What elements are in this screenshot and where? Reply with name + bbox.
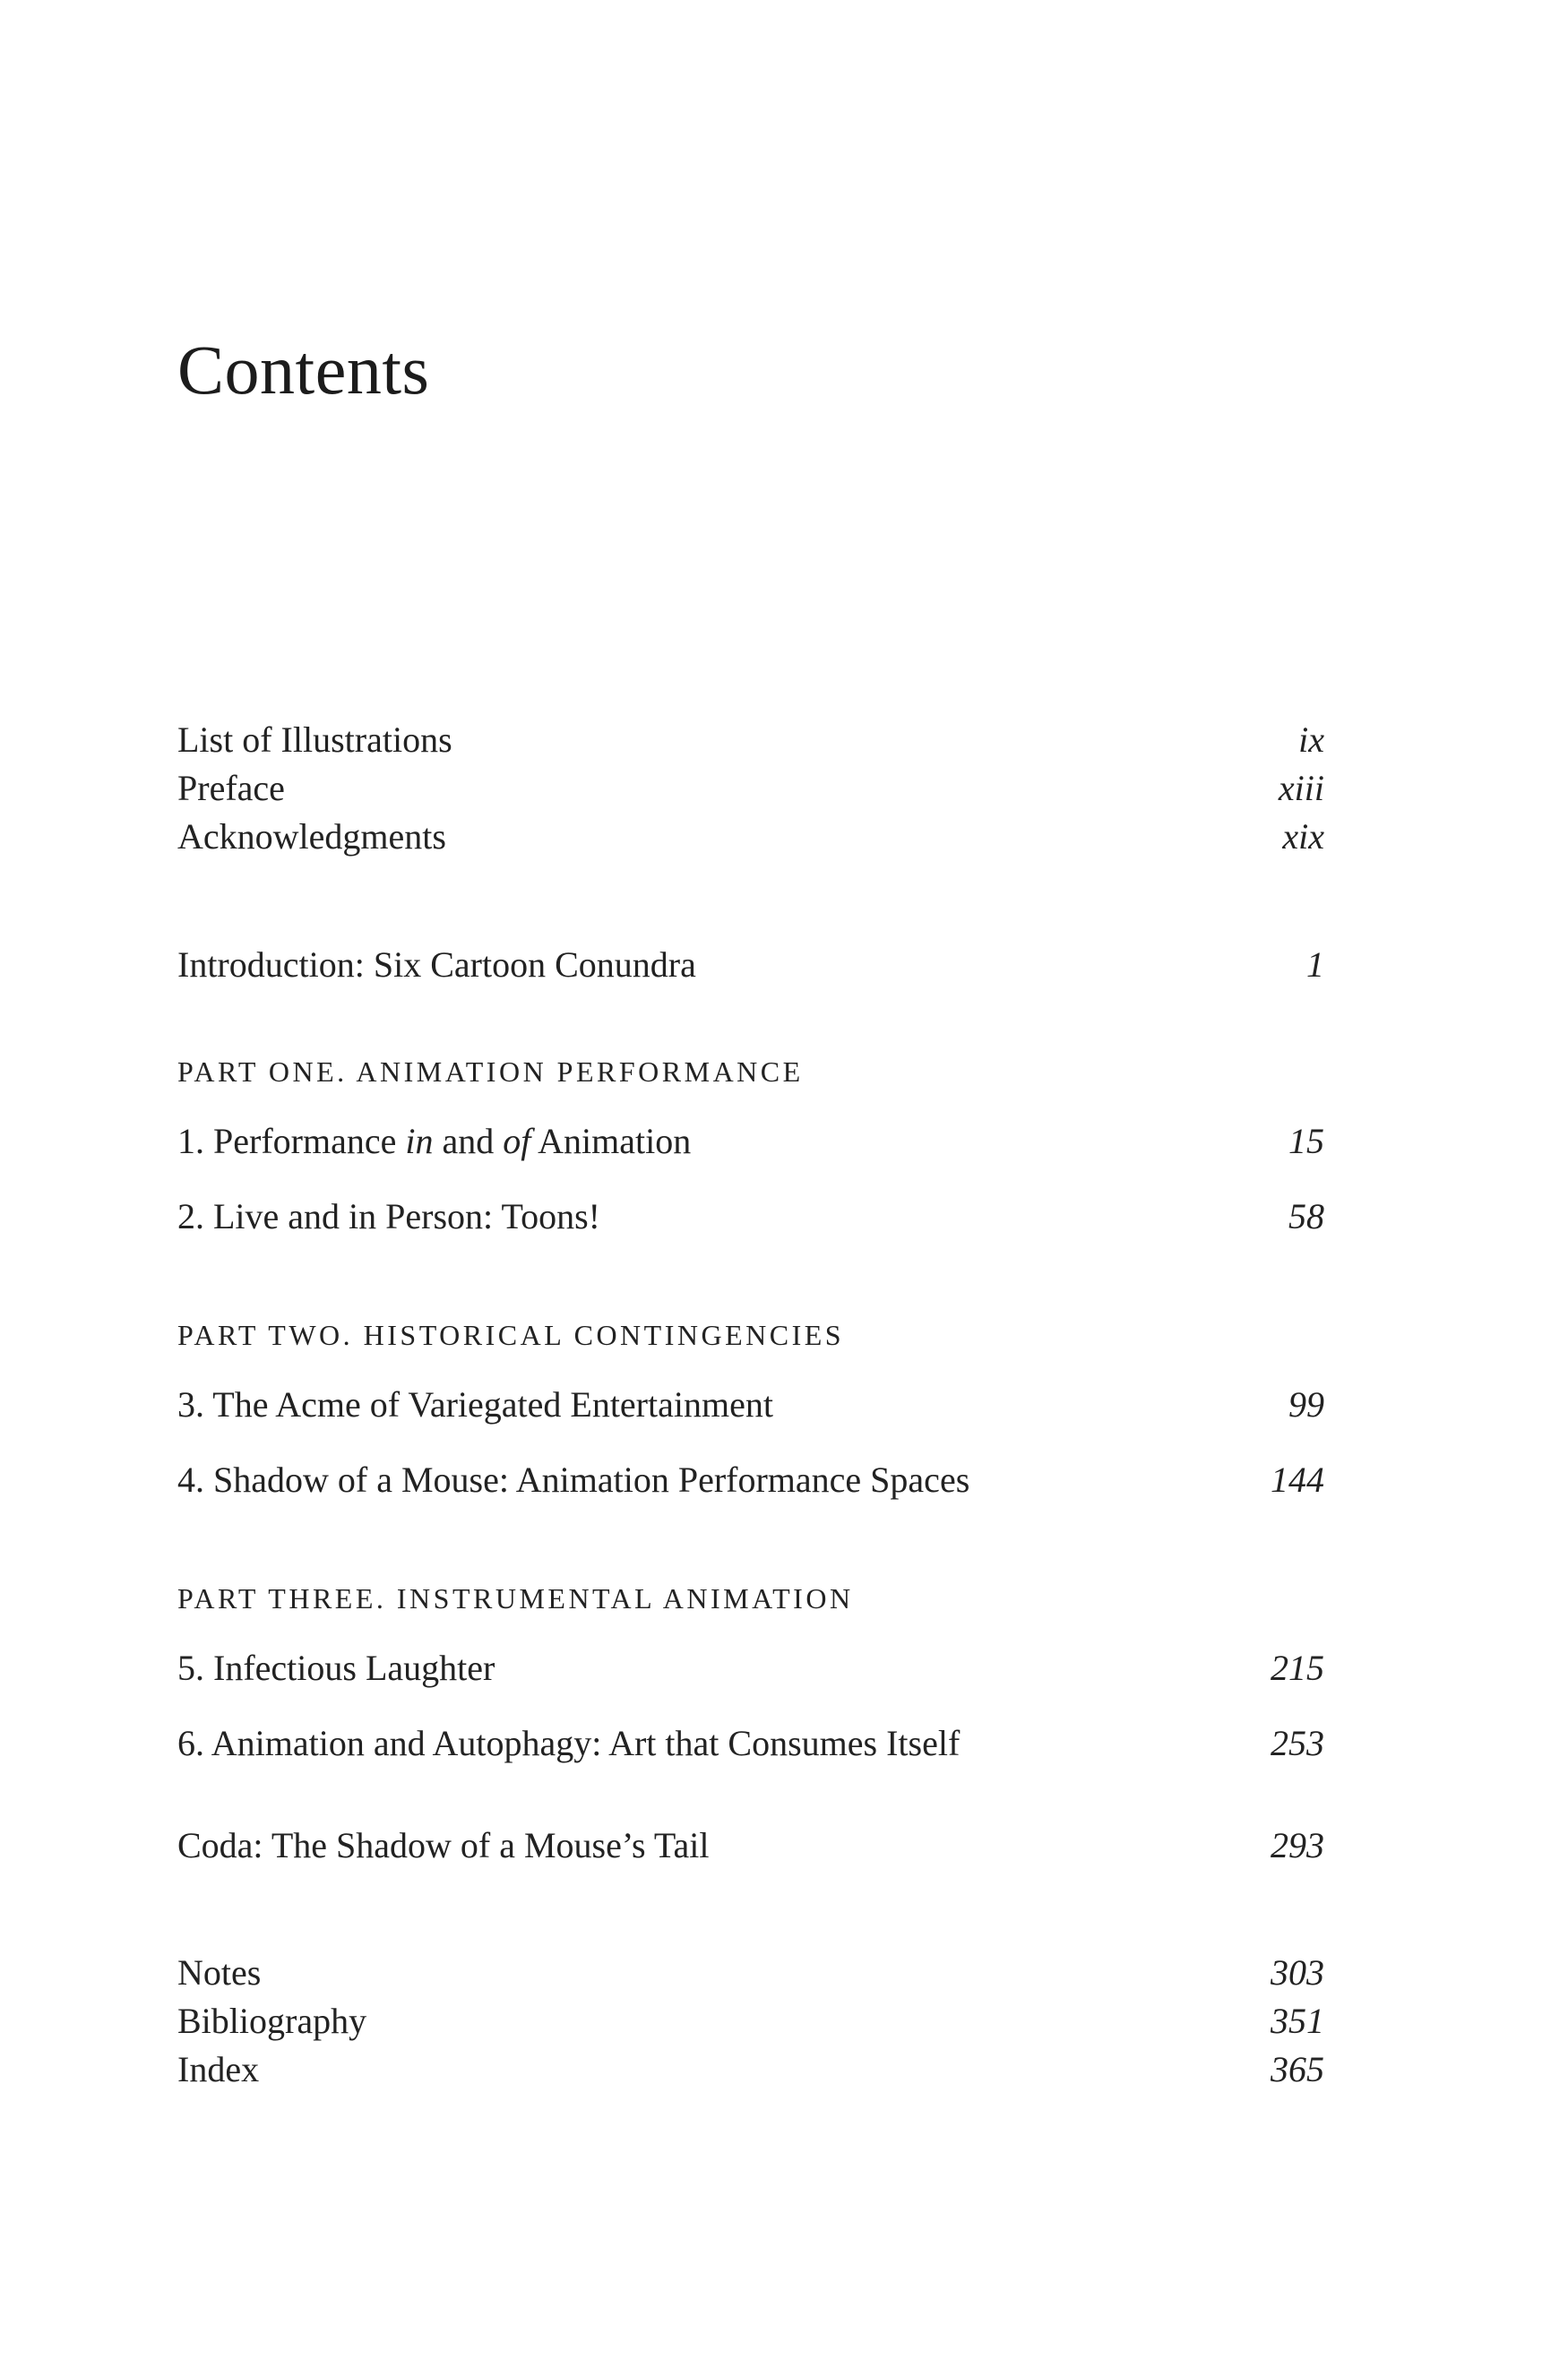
toc-entry-page: 99 (1288, 1384, 1324, 1425)
page-title: Contents (177, 331, 430, 409)
toc-entry-label (177, 1650, 495, 1686)
toc-entry-page: 15 (1288, 1121, 1324, 1161)
toc-entry-chapter-2 (177, 1196, 1324, 1236)
part-heading-three: PART THREE. INSTRUMENTAL ANIMATION (177, 1582, 854, 1615)
toc-entry-label (177, 1196, 600, 1236)
toc-entry-page: 58 (1288, 1196, 1324, 1236)
part-heading-two: PART TWO. HISTORICAL CONTINGENCIES (177, 1319, 845, 1351)
toc-entry-chapter-4 (177, 1462, 1324, 1498)
toc-entry-acknowledgments (177, 816, 1324, 857)
toc-entry-page: xiii (1278, 768, 1324, 808)
toc-entry-page: 293 (1271, 1825, 1324, 1865)
toc-entry-coda (177, 1825, 1324, 1865)
chapter-title-part: Performance (213, 1121, 406, 1161)
chapter-title-emphasis: in (405, 1121, 434, 1161)
toc-entry-page: 1 (1306, 944, 1324, 985)
toc-entry-label: Bibliography (177, 2001, 367, 2041)
toc-entry-label: Notes (177, 1952, 262, 1993)
chapter-title: The Acme of Variegated Entertainment (212, 1384, 773, 1425)
toc-entry-label (177, 1384, 773, 1425)
toc-entry-page: ix (1298, 719, 1324, 760)
toc-entry-label: Coda: The Shadow of a Mouse’s Tail (177, 1825, 710, 1865)
chapter-title: Animation and Autophagy: Art that Consumes Itself (211, 1723, 961, 1763)
toc-entry-bibliography (177, 2003, 1324, 2039)
chapter-number: 2. (177, 1196, 204, 1236)
toc-entry-page: 215 (1271, 1648, 1324, 1688)
toc-entry-page: 253 (1271, 1723, 1324, 1763)
chapter-number: 3. (177, 1384, 204, 1425)
toc-entry-notes (177, 1952, 1324, 1993)
chapter-number: 6. (177, 1723, 204, 1763)
chapter-title: Shadow of a Mouse: Animation Performance Spaces (213, 1460, 970, 1500)
toc-entry-label: Index (177, 2049, 260, 2089)
toc-entry-label (177, 1723, 961, 1763)
toc-entry-label: Preface (177, 768, 285, 808)
toc-entry-page: 365 (1271, 2049, 1324, 2089)
chapter-number: 4. (177, 1460, 204, 1500)
toc-entry-label (177, 1121, 692, 1161)
chapter-title-part: and (433, 1121, 504, 1161)
toc-entry-page: 144 (1271, 1460, 1324, 1500)
toc-entry-chapter-3 (177, 1384, 1324, 1425)
chapter-number: 1. (177, 1121, 204, 1161)
toc-entry-index (177, 2049, 1324, 2089)
part-heading-one: PART ONE. ANIMATION PERFORMANCE (177, 1055, 804, 1088)
toc-entry-label: List of Illustrations (177, 719, 452, 760)
chapter-number: 5. (177, 1648, 204, 1688)
chapter-title-emphasis: of (503, 1121, 531, 1161)
toc-entry-chapter-6 (177, 1723, 1324, 1763)
toc-entry-list-of-illustrations (177, 719, 1324, 760)
toc-entry-page: 351 (1271, 2001, 1324, 2041)
chapter-title: Live and in Person: Toons! (213, 1196, 600, 1236)
chapter-title: Infectious Laughter (213, 1648, 495, 1688)
toc-entry-page: xix (1282, 816, 1324, 857)
toc-entry-introduction (177, 944, 1324, 985)
toc-entry-label (177, 1462, 969, 1498)
toc-entry-label: Introduction: Six Cartoon Conundra (177, 944, 696, 985)
toc-entry-preface (177, 768, 1324, 808)
toc-entry-label: Acknowledgments (177, 816, 446, 857)
toc-entry-chapter-5 (177, 1650, 1324, 1686)
toc-entry-page: 303 (1271, 1952, 1324, 1993)
toc-entry-chapter-1 (177, 1121, 1324, 1161)
chapter-title-part: Animation (530, 1121, 692, 1161)
